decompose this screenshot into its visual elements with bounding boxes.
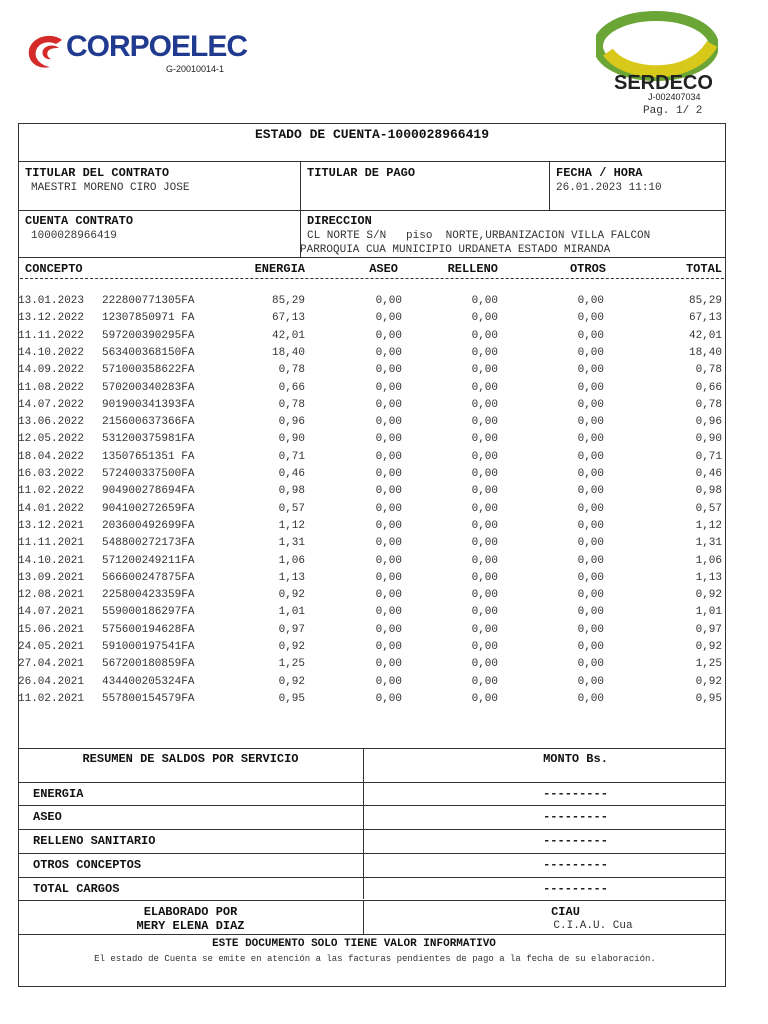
- cell-otros: 0,00: [577, 537, 604, 550]
- col-energia: ENERGIA: [254, 262, 305, 276]
- col-total: TOTAL: [685, 262, 722, 276]
- cell-energia: 0,95: [278, 692, 305, 705]
- cell-relleno: 0,00: [471, 571, 498, 584]
- cell-relleno: 0,00: [471, 623, 498, 636]
- cell-fecha: 12.08.2021: [18, 589, 85, 602]
- cell-otros: 0,00: [577, 519, 604, 532]
- table-row: [0, 485, 768, 502]
- cell-doc: 434400205324FA: [102, 675, 195, 688]
- cell-energia: 1,25: [278, 658, 305, 671]
- cell-fecha: 14.10.2022: [18, 346, 85, 359]
- cell-energia: 0,92: [278, 589, 305, 602]
- cell-otros: 0,00: [577, 416, 604, 429]
- cuenta-contrato-value: 1000028966419: [31, 230, 117, 242]
- cuenta-contrato-label: CUENTA CONTRATO: [25, 214, 134, 228]
- cell-fecha: 15.06.2021: [18, 623, 85, 636]
- cell-total: 0,92: [695, 589, 722, 602]
- cell-otros: 0,00: [577, 381, 604, 394]
- resumen-item-label: ASEO: [33, 810, 62, 824]
- cell-otros: 0,00: [577, 675, 604, 688]
- page-number: Pag. 1/ 2: [643, 105, 703, 117]
- cell-doc: 557800154579FA: [102, 692, 195, 705]
- cell-aseo: 0,00: [375, 329, 402, 342]
- cell-doc: 575600194628FA: [102, 623, 195, 636]
- table-row: [0, 693, 768, 710]
- cell-doc: 559000186297FA: [102, 606, 195, 619]
- cell-energia: 0,71: [278, 450, 305, 463]
- cell-fecha: 14.10.2021: [18, 554, 85, 567]
- cell-doc: 548800272173FA: [102, 537, 195, 550]
- cell-aseo: 0,00: [375, 658, 402, 671]
- cell-total: 85,29: [688, 295, 722, 307]
- cell-fecha: 11.02.2021: [18, 692, 85, 705]
- cell-total: 0,71: [695, 450, 722, 463]
- cell-total: 1,06: [695, 554, 722, 567]
- cell-otros: 0,00: [577, 398, 604, 411]
- cell-aseo: 0,00: [375, 606, 402, 619]
- cell-energia: 1,01: [278, 606, 305, 619]
- cell-otros: 0,00: [577, 295, 604, 307]
- cell-otros: 0,00: [577, 623, 604, 636]
- cell-fecha: 13.12.2022: [18, 312, 85, 325]
- cell-fecha: 24.05.2021: [18, 641, 85, 653]
- cell-total: 0,46: [695, 468, 722, 480]
- serdeco-wordmark: SERDECO: [614, 72, 713, 94]
- titular-contrato-value: MAESTRI MORENO CIRO JOSE: [31, 182, 190, 194]
- ciau-value: C.I.A.U. Cua: [553, 920, 633, 932]
- cell-energia: 1,12: [278, 519, 305, 532]
- cell-otros: 0,00: [577, 346, 604, 359]
- cell-doc: 567200180859FA: [102, 658, 195, 671]
- cell-aseo: 0,00: [375, 571, 402, 584]
- cell-total: 1,01: [695, 606, 722, 619]
- col-relleno: RELLENO: [447, 262, 498, 276]
- cell-doc: 904100272659FA: [102, 502, 195, 515]
- cell-total: 0,90: [695, 433, 722, 446]
- corpoelec-logo: [26, 30, 246, 76]
- cell-fecha: 11.08.2022: [18, 381, 85, 394]
- table-row: [0, 312, 768, 329]
- corpoelec-wordmark: CORPOELEC: [66, 30, 248, 63]
- cell-otros: 0,00: [577, 364, 604, 377]
- cell-relleno: 0,00: [471, 468, 498, 480]
- cell-aseo: 0,00: [375, 312, 402, 325]
- ciau-label: CIAU: [551, 905, 580, 919]
- cell-fecha: 13.09.2021: [18, 571, 85, 584]
- cell-relleno: 0,00: [471, 606, 498, 619]
- serdeco-emblem-icon: [596, 8, 718, 82]
- cell-relleno: 0,00: [471, 692, 498, 705]
- cell-total: 1,12: [695, 519, 722, 532]
- cell-aseo: 0,00: [375, 381, 402, 394]
- cell-total: 0,78: [695, 398, 722, 411]
- cell-otros: 0,00: [577, 450, 604, 463]
- table-row: [0, 364, 768, 381]
- cell-doc: 203600492699FA: [102, 519, 195, 532]
- cell-total: 0,98: [695, 485, 722, 498]
- cell-doc: 225800423359FA: [102, 589, 195, 602]
- cell-doc: 904900278694FA: [102, 485, 195, 498]
- cell-doc: 572400337500FA: [102, 468, 195, 480]
- cell-otros: 0,00: [577, 571, 604, 584]
- table-row: [0, 572, 768, 589]
- cell-total: 42,01: [688, 329, 722, 342]
- fecha-hora-value: 26.01.2023 11:10: [556, 182, 662, 194]
- cell-relleno: 0,00: [471, 346, 498, 359]
- col-concepto: CONCEPTO: [25, 262, 83, 276]
- cell-energia: 85,29: [271, 295, 305, 307]
- resumen-item-value: ---------: [543, 787, 608, 801]
- table-row: [0, 347, 768, 364]
- monto-label: MONTO Bs.: [543, 752, 608, 766]
- cell-relleno: 0,00: [471, 537, 498, 550]
- table-row: [0, 606, 768, 623]
- elaborado-name: MERY ELENA DIAZ: [136, 919, 245, 933]
- cell-aseo: 0,00: [375, 450, 402, 463]
- corpoelec-rif: G-20010014-1: [166, 64, 225, 74]
- cell-fecha: 18.04.2022: [18, 450, 85, 463]
- table-row: [0, 451, 768, 468]
- cell-relleno: 0,00: [471, 589, 498, 602]
- cell-doc: 591000197541FA: [102, 641, 195, 653]
- cell-otros: 0,00: [577, 589, 604, 602]
- cell-otros: 0,00: [577, 692, 604, 705]
- cell-fecha: 13.12.2021: [18, 519, 85, 532]
- cell-aseo: 0,00: [375, 519, 402, 532]
- corpoelec-emblem-icon: [26, 34, 68, 70]
- cell-relleno: 0,00: [471, 398, 498, 411]
- table-row: [0, 416, 768, 433]
- cell-doc: 531200375981FA: [102, 433, 195, 446]
- resumen-title: RESUMEN DE SALDOS POR SERVICIO: [82, 752, 299, 766]
- cell-aseo: 0,00: [375, 416, 402, 429]
- cell-doc: 215600637366FA: [102, 416, 195, 429]
- resumen-item-label: OTROS CONCEPTOS: [33, 858, 142, 872]
- cell-doc: 563400368150FA: [102, 346, 195, 359]
- cell-energia: 67,13: [271, 312, 305, 325]
- cell-aseo: 0,00: [375, 675, 402, 688]
- col-aseo: ASEO: [369, 262, 398, 276]
- table-row: [0, 641, 768, 658]
- cell-otros: 0,00: [577, 468, 604, 480]
- cell-total: 0,57: [695, 502, 722, 515]
- cell-aseo: 0,00: [375, 295, 402, 307]
- footer-disclaimer: El estado de Cuenta se emite en atención a las facturas pendientes de pago a la fecha de su elaboración.: [94, 954, 656, 964]
- cell-total: 0,92: [695, 675, 722, 688]
- cell-energia: 1,13: [278, 571, 305, 584]
- cell-energia: 42,01: [271, 329, 305, 342]
- cell-relleno: 0,00: [471, 364, 498, 377]
- footer-notice: ESTE DOCUMENTO SOLO TIENE VALOR INFORMATIVO: [212, 938, 496, 950]
- cell-aseo: 0,00: [375, 692, 402, 705]
- cell-aseo: 0,00: [375, 485, 402, 498]
- cell-total: 0,92: [695, 641, 722, 653]
- cell-fecha: 27.04.2021: [18, 658, 85, 671]
- cell-relleno: 0,00: [471, 519, 498, 532]
- cell-doc: 222800771305FA: [102, 295, 195, 307]
- table-row: [0, 676, 768, 693]
- table-row: [0, 295, 768, 312]
- cell-doc: 597200390295FA: [102, 329, 195, 342]
- resumen-item-value: ---------: [543, 882, 608, 896]
- cell-energia: 1,31: [278, 537, 305, 550]
- cell-relleno: 0,00: [471, 502, 498, 515]
- cell-fecha: 14.01.2022: [18, 502, 85, 515]
- cell-energia: 0,66: [278, 381, 305, 394]
- cell-otros: 0,00: [577, 502, 604, 515]
- table-row: [0, 468, 768, 485]
- cell-otros: 0,00: [577, 554, 604, 567]
- direccion-line2: PARROQUIA CUA MUNICIPIO URDANETA ESTADO MIRANDA: [300, 244, 611, 256]
- resumen-item-value: ---------: [543, 834, 608, 848]
- cell-total: 67,13: [688, 312, 722, 325]
- cell-doc: 12307850971 FA: [102, 312, 195, 325]
- cell-fecha: 14.07.2022: [18, 398, 85, 411]
- cell-relleno: 0,00: [471, 433, 498, 446]
- cell-energia: 1,06: [278, 554, 305, 567]
- cell-otros: 0,00: [577, 485, 604, 498]
- cell-doc: 13507651351 FA: [102, 450, 195, 463]
- cell-fecha: 11.02.2022: [18, 485, 85, 498]
- cell-aseo: 0,00: [375, 623, 402, 636]
- cell-energia: 0,97: [278, 623, 305, 636]
- cell-fecha: 16.03.2022: [18, 468, 85, 480]
- cell-aseo: 0,00: [375, 641, 402, 653]
- cell-relleno: 0,00: [471, 329, 498, 342]
- col-otros: OTROS: [569, 262, 606, 276]
- resumen-item-label: TOTAL CARGOS: [33, 882, 120, 896]
- cell-otros: 0,00: [577, 606, 604, 619]
- cell-fecha: 11.11.2021: [18, 537, 85, 550]
- cell-fecha: 26.04.2021: [18, 675, 85, 688]
- cell-otros: 0,00: [577, 658, 604, 671]
- cell-energia: 0,46: [278, 468, 305, 480]
- cell-energia: 0,90: [278, 433, 305, 446]
- cell-aseo: 0,00: [375, 537, 402, 550]
- cell-aseo: 0,00: [375, 589, 402, 602]
- cell-aseo: 0,00: [375, 502, 402, 515]
- cell-total: 0,78: [695, 364, 722, 377]
- cell-fecha: 13.06.2022: [18, 416, 85, 429]
- cell-total: 1,25: [695, 658, 722, 671]
- cell-doc: 901900341393FA: [102, 398, 195, 411]
- cell-energia: 0,92: [278, 675, 305, 688]
- table-row: [0, 589, 768, 606]
- cell-energia: 0,98: [278, 485, 305, 498]
- cell-aseo: 0,00: [375, 554, 402, 567]
- table-row: [0, 330, 768, 347]
- cell-energia: 18,40: [271, 346, 305, 359]
- resumen-item-value: ---------: [543, 858, 608, 872]
- cell-relleno: 0,00: [471, 675, 498, 688]
- cell-relleno: 0,00: [471, 485, 498, 498]
- direccion-label: DIRECCION: [307, 214, 372, 228]
- cell-doc: 571200249211FA: [102, 554, 195, 567]
- cell-doc: 570200340283FA: [102, 381, 195, 394]
- cell-doc: 571000358622FA: [102, 364, 195, 377]
- table-row: [0, 433, 768, 450]
- header-dash-line: [20, 278, 724, 279]
- table-row: [0, 624, 768, 641]
- cell-otros: 0,00: [577, 329, 604, 342]
- table-row: [0, 382, 768, 399]
- cell-otros: 0,00: [577, 312, 604, 325]
- cell-total: 18,40: [688, 346, 722, 359]
- cell-energia: 0,92: [278, 641, 305, 653]
- fecha-hora-label: FECHA / HORA: [556, 166, 643, 180]
- cell-total: 0,97: [695, 623, 722, 636]
- elaborado-label: ELABORADO POR: [143, 905, 238, 919]
- table-row: [0, 658, 768, 675]
- cell-relleno: 0,00: [471, 641, 498, 653]
- cell-relleno: 0,00: [471, 416, 498, 429]
- cell-total: 0,95: [695, 692, 722, 705]
- table-row: [0, 503, 768, 520]
- cell-fecha: 12.05.2022: [18, 433, 85, 446]
- cell-relleno: 0,00: [471, 450, 498, 463]
- document-title: ESTADO DE CUENTA-1000028966419: [254, 127, 490, 142]
- cell-aseo: 0,00: [375, 433, 402, 446]
- serdeco-rif: J-002407034: [648, 92, 701, 102]
- cell-total: 1,13: [695, 571, 722, 584]
- cell-total: 1,31: [695, 537, 722, 550]
- cell-fecha: 14.07.2021: [18, 606, 85, 619]
- titular-contrato-label: TITULAR DEL CONTRATO: [25, 166, 170, 180]
- table-row: [0, 537, 768, 554]
- cell-total: 0,66: [695, 381, 722, 394]
- titular-pago-label: TITULAR DE PAGO: [307, 166, 416, 180]
- table-row: [0, 520, 768, 537]
- cell-relleno: 0,00: [471, 658, 498, 671]
- cell-energia: 0,78: [278, 398, 305, 411]
- cell-aseo: 0,00: [375, 468, 402, 480]
- cell-aseo: 0,00: [375, 364, 402, 377]
- table-row: [0, 399, 768, 416]
- cell-energia: 0,57: [278, 502, 305, 515]
- cell-doc: 566600247875FA: [102, 571, 195, 584]
- cell-fecha: 13.01.2023: [18, 295, 85, 307]
- cell-fecha: 11.11.2022: [18, 329, 85, 342]
- cell-total: 0,96: [695, 416, 722, 429]
- cell-aseo: 0,00: [375, 398, 402, 411]
- resumen-item-label: RELLENO SANITARIO: [33, 834, 156, 848]
- cell-otros: 0,00: [577, 641, 604, 653]
- cell-relleno: 0,00: [471, 554, 498, 567]
- cell-relleno: 0,00: [471, 381, 498, 394]
- direccion-line1: CL NORTE S/N piso NORTE,URBANIZACION VILLA FALCON: [307, 230, 651, 242]
- cell-energia: 0,78: [278, 364, 305, 377]
- resumen-item-label: ENERGIA: [33, 787, 84, 801]
- cell-relleno: 0,00: [471, 312, 498, 325]
- resumen-item-value: ---------: [543, 810, 608, 824]
- cell-energia: 0,96: [278, 416, 305, 429]
- table-row: [0, 555, 768, 572]
- cell-otros: 0,00: [577, 433, 604, 446]
- cell-fecha: 14.09.2022: [18, 364, 85, 377]
- cell-relleno: 0,00: [471, 295, 498, 307]
- cell-aseo: 0,00: [375, 346, 402, 359]
- serdeco-logo: [596, 8, 720, 118]
